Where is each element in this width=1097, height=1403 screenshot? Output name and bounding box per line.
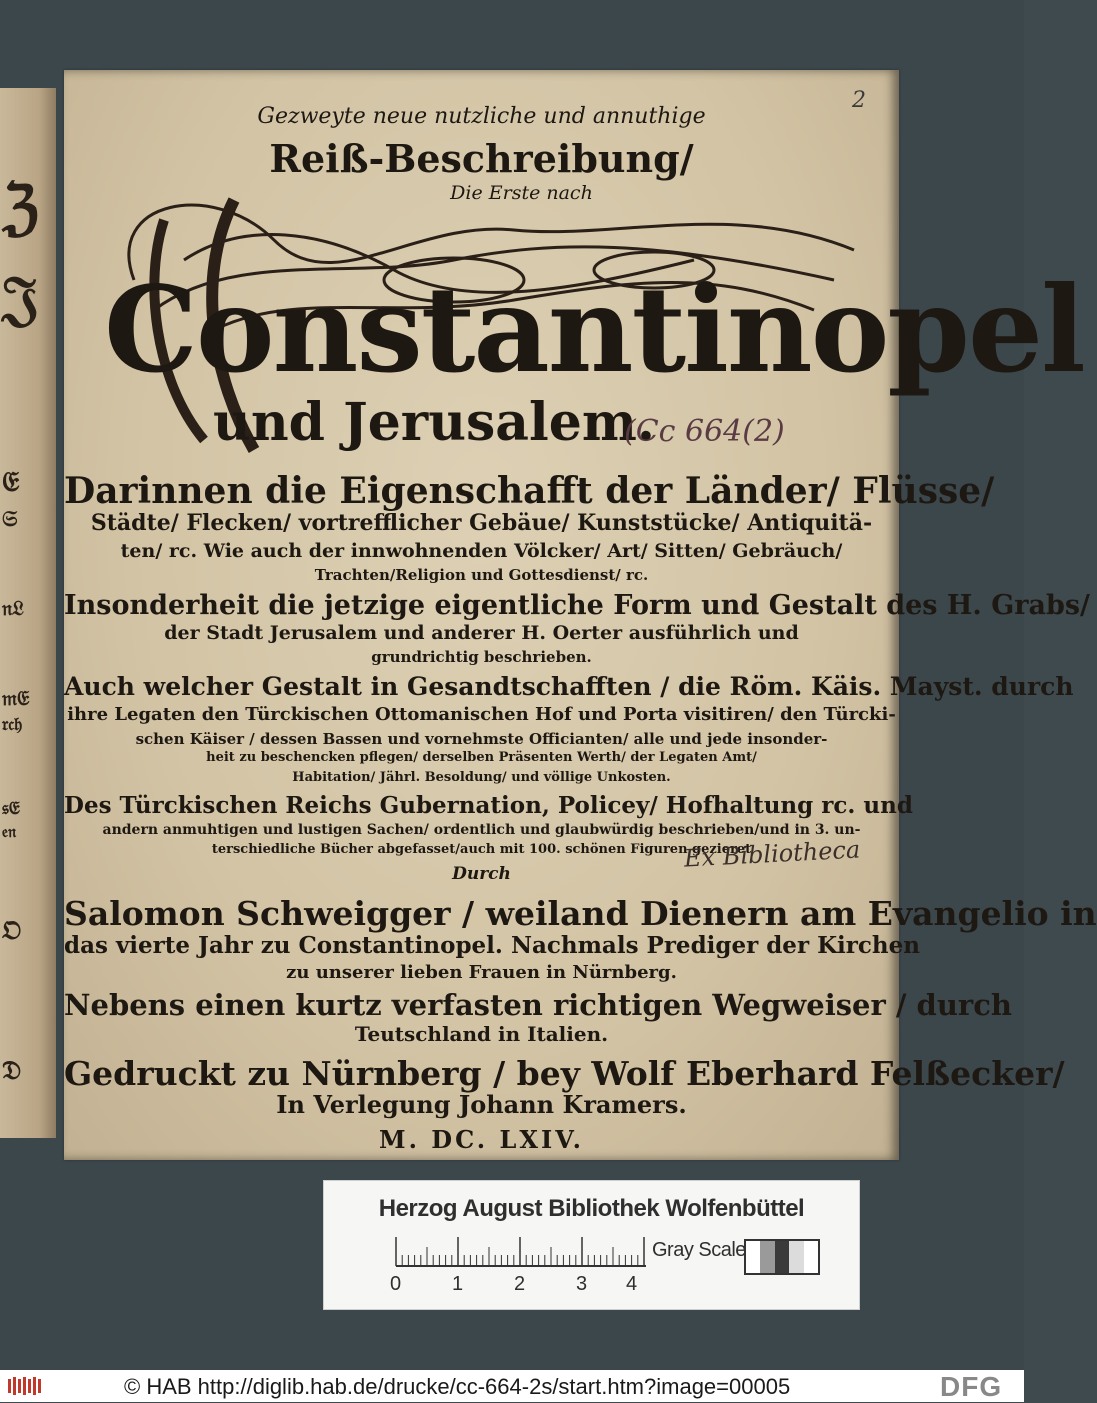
body-line: Städte/ Flecken/ vortrefflicher Gebäue/ Kunststücke/ Antiquitä-	[90, 510, 873, 536]
body-line: Des Türckischen Reichs Gubernation, Policey/ Hofhaltung rc. und	[64, 792, 913, 819]
gray-patch	[789, 1241, 803, 1273]
handwritten-call-number: (Cc 664(2)	[624, 414, 785, 449]
ruler-number: 2	[514, 1273, 526, 1295]
prev-page-glyph: 𝔍	[2, 263, 39, 333]
gray-scale-patches	[744, 1239, 820, 1275]
prev-page-glyph: 𝔖	[2, 506, 18, 532]
handwritten-note: Ex Bibliotheca	[683, 835, 861, 873]
title-line-2: Reiß-Beschreibung/	[269, 136, 694, 181]
prev-page-glyph: 𝔈	[2, 465, 20, 498]
body-line: zu unserer lieben Frauen in Nürnberg.	[286, 962, 677, 983]
main-title: Constantinopel	[104, 260, 1084, 399]
body-line: Habitation/ Jährl. Besoldung/ und völlige Unkosten.	[292, 770, 671, 785]
body-line: Salomon Schweigger / weiland Dienern am Evangelio in	[64, 894, 1097, 933]
title-line-1: Gezweyte neue nutzliche und annuthige	[257, 104, 706, 129]
gray-patch	[775, 1241, 789, 1273]
prev-page-glyph: 𝔒	[2, 916, 22, 946]
body-line: terschiedliche Bücher abgefasset/auch mit 100. schönen Figuren gezieret	[211, 842, 752, 857]
hab-logo-icon	[6, 1375, 42, 1397]
body-line: grundrichtig beschrieben.	[371, 648, 592, 666]
ruler-number: 0	[390, 1273, 402, 1295]
prev-page-glyph: 𝔪𝔈	[2, 686, 30, 710]
body-line: Nebens einen kurtz verfasten richtigen Wegweiser / durch	[64, 988, 1012, 1022]
measurement-ruler	[396, 1237, 646, 1267]
prev-page-glyph: 𝔯𝔠𝔥	[2, 714, 23, 735]
gray-scale-label: Gray Scale	[652, 1239, 746, 1261]
body-line: In Verlegung Johann Kramers.	[276, 1090, 687, 1119]
body-line: Auch welcher Gestalt in Gesandtschafften / die Röm. Käis. Mayst. durch	[64, 672, 1074, 701]
body-line: der Stadt Jerusalem und anderer H. Oerter ausführlich und	[164, 622, 799, 644]
body-line: andern anmuhtigen und lustigen Sachen/ ordentlich und glaubwürdig beschrieben/und in 3. un-	[102, 822, 861, 838]
title-page	[64, 70, 1097, 1160]
body-line: Insonderheit die jetzige eigentliche Form und Gestalt des H. Grabs/	[64, 590, 1090, 621]
body-line: Darinnen die Eigenschafft der Länder/ Flüsse/	[64, 470, 995, 512]
body-line: schen Käiser / dessen Bassen und vornehmste Officianten/ alle und jede insonder-	[135, 730, 828, 748]
gray-patch	[746, 1241, 760, 1273]
body-line: Teutschland in Italien.	[354, 1022, 609, 1046]
body-line: ten/ rc. Wie auch der innwohnenden Völcker/ Art/ Sitten/ Gebräuch/	[120, 540, 843, 562]
viewer-footer	[0, 1370, 1024, 1402]
body-line: das vierte Jahr zu Constantinopel. Nachmals Prediger der Kirchen	[64, 932, 920, 959]
body-line: Gedruckt zu Nürnberg / bey Wolf Eberhard Felßecker/	[64, 1054, 1065, 1093]
gray-patch	[804, 1241, 818, 1273]
library-name: Herzog August Bibliothek Wolfenbüttel	[378, 1195, 805, 1222]
prev-page-glyph: 𝔢𝔫	[2, 822, 17, 841]
previous-page-edge	[0, 88, 56, 1138]
body-line: ihre Legaten den Türckischen Ottomanischen Hof und Porta visitiren/ den Türcki-	[67, 704, 896, 725]
ruler-number: 4	[626, 1273, 638, 1295]
imprint-year: M. DC. LXIV.	[379, 1125, 584, 1154]
body-line: Durch	[452, 864, 511, 884]
library-label-card	[323, 1180, 860, 1310]
prev-page-glyph: 𝔰𝔈	[2, 798, 20, 819]
prev-page-glyph: ℨ	[2, 173, 39, 243]
body-line: Trachten/Religion und Gottesdienst/ rc.	[314, 566, 649, 584]
ruler-number: 3	[576, 1273, 588, 1295]
copyright-url[interactable]: © HAB http://diglib.hab.de/drucke/cc-664-2s/start.htm?image=00005	[124, 1374, 791, 1399]
ruler-number: 1	[452, 1273, 464, 1295]
prev-page-glyph: 𝔇	[2, 1056, 22, 1086]
dfg-logo: DFG	[940, 1371, 1003, 1402]
body-line: heit zu beschencken pflegen/ derselben Präsenten Werth/ der Legaten Amt/	[206, 750, 757, 765]
prev-page-glyph: 𝔫𝔏	[2, 596, 24, 620]
gray-patch	[760, 1241, 774, 1273]
page-number: 2	[852, 88, 866, 113]
title-line-3: Die Erste nach	[450, 182, 593, 204]
title-line-5: und Jerusalem.	[213, 392, 655, 453]
